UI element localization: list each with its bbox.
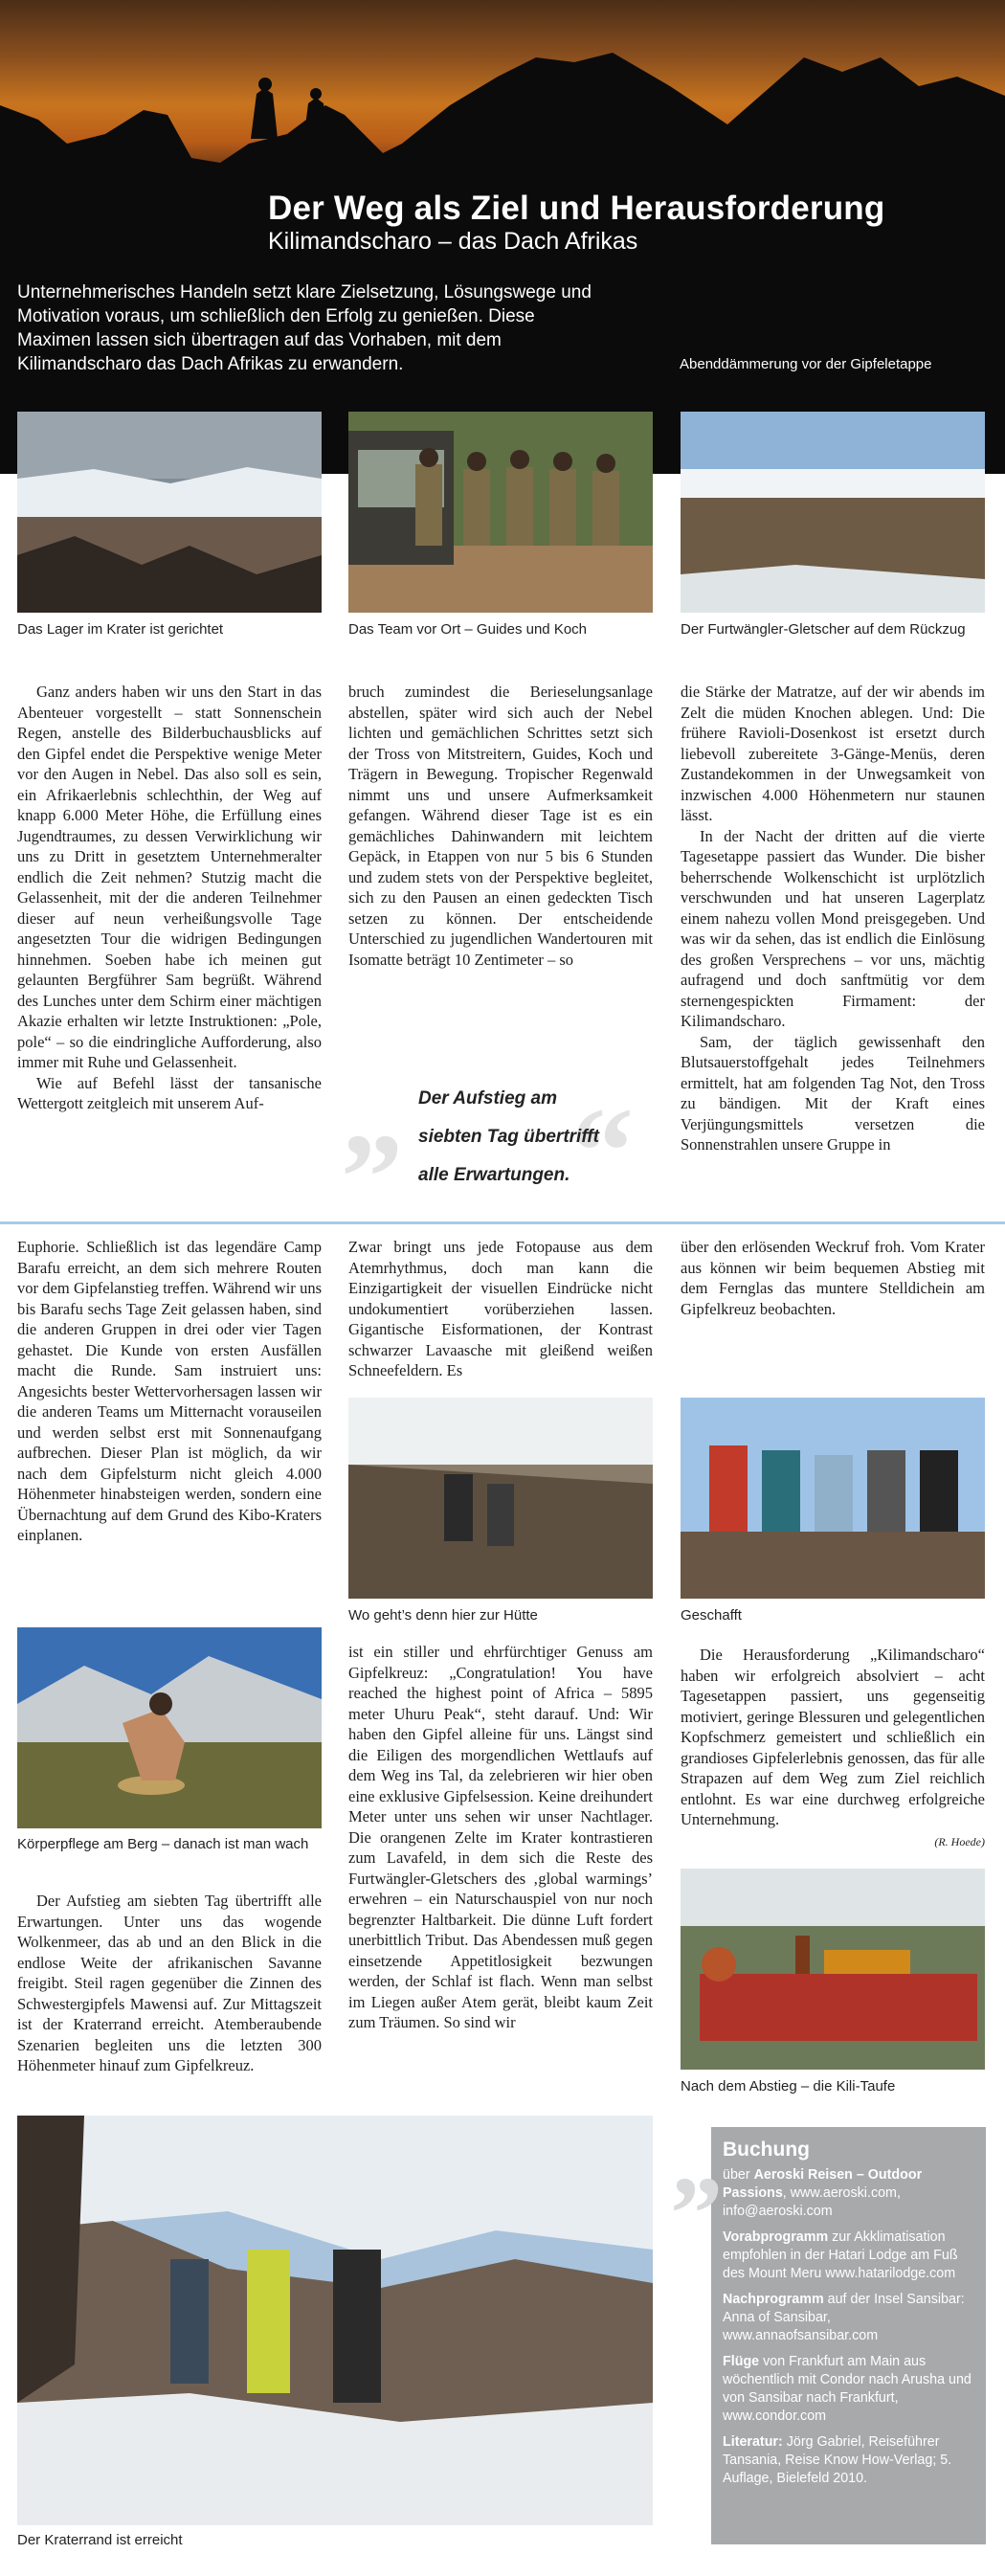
caption-summit: Geschafft [681,1607,742,1624]
booking-item: Nachprogramm auf der Insel Sansibar: Anna of Sansibar, www.annaofsansibar.com [723,2292,965,2343]
article-column-6 [681,1237,985,1319]
photo-team [348,412,653,613]
paragraph: Wie auf Befehl lässt der tansanische Wettergott zeitgleich mit unserem Auf- [17,1073,322,1112]
quote-decor-icon: „ [671,2100,724,2217]
caption-glacier: Der Furtwängler-Gletscher auf dem Rückzug [681,621,966,638]
paragraph: Zwar bringt uns jede Fotopause aus dem Atemrhythmus, doch man kann die Einzigartigkeit der visuellen Eindrücke nicht undokumentiert vorüberziehen lassen. Gigantische Eisformationen, der Kontrast schwarzer Lavaasche mit gleißend weißen Schneefeldern. Es [348,1238,653,1379]
paragraph: Die Herausforderung „Kilimandscharo“ haben wir erfolgreich absolviert – acht Tagesetappen passiert, uns gegenseitig motiviert, geringe Blessuren und gelegentlichen Kopfschmerz gemeistert und schließlich ein grandioses Gipfelerlebnis genossen, das für alle Strapazen auf dem Weg zum Ziel reichlich entlohnt. Es war eine durchweg erfolgreiche Unternehmung. [681,1646,985,1828]
booking-item: Literatur: Jörg Gabriel, Reiseführer Tansania, Reise Know How-Verlag; 5. Auflage, Bielefeld 2010. [723,2434,952,2486]
photo-wash [17,1627,322,1828]
caption-crater-camp: Das Lager im Krater ist gerichtet [17,621,224,638]
paragraph: über den erlösenden Weckruf froh. Vom Krater aus können wir beim bequemen Abstieg mit dem Fernglas das muntere Stelldichein am Gipfelkreuz beobachten. [681,1238,985,1318]
section-divider [0,1221,1005,1224]
close-quote-icon: “ [571,1083,634,1221]
photo-glacier [681,412,985,613]
photo-crater-rim [17,2116,653,2525]
paragraph: In der Nacht der dritten auf die vierte Tagesetappe passiert das Wunder. Die bisher beherrschende Wolkenschicht ist urplötzlich verschwunden und hat unseren Lagerplatz einem nahezu vollen Mond preisgegeben. Und was wir da sehen, das ist endlich die Einlösung des großen Versprechens – vor uns, mächtig aufragend und doch sanftmütig vor dem sternengespickten Firmament: der Kilimandscharo. [681,826,985,1030]
article-column-4b [17,1891,322,2076]
paragraph: ist ein stiller und ehrfürchtiger Genuss am Gipfelkreuz: „Congratulation! You have reached the highest point of Africa – 5895 meter Uhuru Peak“, steht darauf. Und: Wir haben den Gipfel alleine für uns. Längst sind die Eiligen des morgendlichen Wettlaufs auf dem Weg ins Tal, da zelebrieren wir hier oben eine exklusive Gipfelsession. Keine dreihundert Meter unter uns sehen wir unser Nachtlager. Die orangenen Zelte im Krater kontrastieren zum Lavafeld, in dem sich die Reste des Furtwängler-Gletschers des ‚global warmings’ erwehren – ein Naturschauspiel von nur noch begrenzter Haltbarkeit. Die dünne Luft fordert unerbittlich Tribut. Das Abendessen muß gegen einsetzende Appetitlosigkeit bezwungen werden, der Schlaf ist flach. Wenn man selbst im Liegen außer Atem gerät, bleibt kaum Zeit zum Träumen. So sind wir [348,1643,653,2031]
paragraph: Sam, der täglich gewissenhaft den Blutsauerstoffgehalt jedes Teilnehmers ermittelt, hat am folgenden Tag Not, den Tross zu bändigen. Mit der Kraft eines Verjüngungsmittels versetzen die Sonnenstrahlen unsere Gruppe in [681,1032,985,1154]
quote-line: Der Aufstieg am [418,1088,557,1109]
caption-wash: Körperpflege am Berg – danach ist man wach [17,1836,309,1852]
article-column-5 [348,1237,653,1381]
booking-item: über Aeroski Reisen – Outdoor Passions, www.aeroski.com, info@aeroski.com [723,2167,923,2219]
page-title: Der Weg als Ziel und Herausforderung [268,190,885,227]
paragraph: Ganz anders haben wir uns den Start in das Abenteuer vorgestellt – statt Sonnenschein Regen, anstelle des Bilderbuchausblicks auf den Gipfel endet die Perspektive wenige Meter vor den Augen in Nebel. Das also soll es sein, ein Afrikaerlebnis schlechthin, der Weg auf knapp 6.000 Meter Höhe, die Erfüllung eines Jugendtraumes, zu dessen Verwirklichung wir uns zu Dritt in gesetztem Unternehmeralter endlich die Zeit nehmen? Stutzig macht die Gelassenheit, mit der die anderen Teilnehmer dieser auf neun verheißungsvolle Tage angesetzten Tour die widrigen Bedingungen hinnehmen. Soeben habe ich meinen gut gelaunten Bergführer Sam begrüßt. Während des Lunches unter dem Schirm einer mächtigen Akazie erhalten wir letzte Instruktionen: „Pole, pole“ – so die eindringliche Aufforderung, also immer mit Ruhe und Gelassenheit. [17,683,322,1071]
hero-banner [0,0,1005,474]
open-quote-icon: „ [342,1044,404,1182]
intro-text: Unternehmerisches Handeln setzt klare Zielsetzung, Lösungswege und Motivation voraus, um schließlich den Erfolg zu genießen. Diese Maximen lassen sich übertragen auf das Vorhaben, mit dem Kilimandscharo das Dach Afrikas zu erwandern. [17,282,592,374]
paragraph: Euphorie. Schließlich ist das legendäre Camp Barafu erreicht, an dem sich mehrere Routen vor dem Gipfelanstieg treffen. Während wir uns bis Barafu sechs Tage Zeit gelassen haben, sind die anderen Gruppen in drei oder vier Tagen gehastet. Die Kunde von ersten Ausfällen macht die Runde. Sam instruiert uns: Angesichts bester Wettervorhersagen lassen wir die anderen Teams um Mitternacht vorauseilen und werden selbst erst mit Sonnenaufgang aufbrechen. Dieser Plan ist möglich, da wir nach dem Gipfelsturm nicht gleich 4.000 Höhenmeter hinabsteigen werden, sondern eine Übernachtung auf dem Grund des Kibo-Kraters einplanen. [17,1238,322,1544]
caption-team: Das Team vor Ort – Guides und Koch [348,621,588,638]
article-column-3 [681,682,985,1155]
booking-item: Vorabprogramm zur Akklimatisation empfohlen in der Hatari Lodge am Fuß des Mount Meru www.hatarilodge.com [723,2229,958,2281]
article-column-1 [17,682,322,1114]
photo-summit [681,1398,985,1599]
photo-crater-camp [17,412,322,613]
article-column-5b [348,1642,653,2033]
paragraph: bruch zumindest die Berieselungsanlage abstellen, später wird sich auch der Nebel lichten und gemächlichen Schrittes setzt sich der Tross von Mitstreitern, Guides, Koch und Trägern in Bewegung. Tropischer Regenwald nimmt uns und unsere Aufmerksamkeit gefangen. Während dieser Tage ist es ein gemächliches Dahinwandern mit leichtem Gepäck, in Etappen von nur 5 bis 6 Stunden und zudem stets von der Perspektive begleitet, sich zu den Pausen an einen gedeckten Tisch setzen zu können. Der entscheidende Unterschied zu jugendlichen Wandertouren mit Isomatte beträgt 10 Zentimeter – so [348,683,653,969]
caption-hut: Wo geht’s denn hier zur Hütte [348,1607,538,1624]
article-column-2 [348,682,653,970]
booking-box [671,2100,986,2544]
paragraph: die Stärke der Matratze, auf der wir abends im Zelt die müden Knochen ablegen. Und: Die frühere Ravioli-Dosenkost ist ersetzt durch liebevoll zubereitete 3-Gänge-Menüs, deren Zustandekommen in der Unwegsamkeit von inzwischen 4.000 Höhenmetern nur staunen lässt. [681,683,985,824]
caption-crater-rim: Der Kraterrand ist erreicht [17,2532,183,2548]
booking-heading: Buchung [723,2139,810,2161]
hero-caption: Abenddämmerung vor der Gipfeletappe [680,356,932,372]
booking-item: Flüge von Frankfurt am Main aus wöchentlich mit Condor nach Arusha und von Sansibar nach Frankfurt, www.condor.com [723,2354,972,2424]
quote-line: siebten Tag übertrifft [418,1127,599,1147]
quote-line: alle Erwartungen. [418,1165,570,1185]
caption-taufe: Nach dem Abstieg – die Kili-Taufe [681,2078,896,2094]
photo-taufe [681,1869,985,2070]
pull-quote [342,1044,648,1221]
page-subtitle: Kilimandscharo – das Dach Afrikas [268,228,638,255]
paragraph: Der Aufstieg am siebten Tag übertrifft alle Erwartungen. Unter uns das wogende Wolkenmeer, das ab und an den Blick in die endlose Weite der afrikanischen Savanne freigibt. Steil ragen gegenüber die Zinnen des Schwestergipfels Mawensi auf. Zur Mittagszeit ist der Kraterrand erreicht. Atemberaubende Szenarien begleiten uns die letzten 300 Höhenmeter hinauf zum Gipfelkreuz. [17,1892,322,2074]
article-column-6b [681,1645,985,1852]
article-column-4 [17,1237,322,1546]
photo-hut [348,1398,653,1599]
author-credit: (R. Hoede) [934,1834,985,1848]
